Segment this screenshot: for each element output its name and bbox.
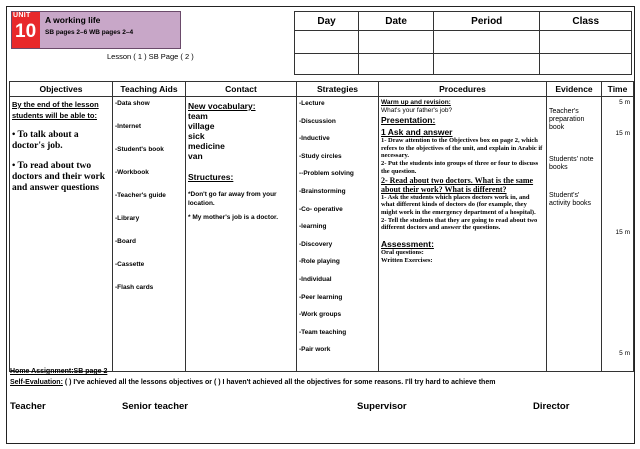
- time-value: 5 m: [619, 350, 630, 357]
- vocab-word: village: [188, 121, 215, 131]
- strategy-item: -Discussion: [299, 117, 336, 125]
- unit-number: 10: [15, 21, 37, 42]
- unit-title: A working life: [45, 15, 101, 25]
- signature-senior-teacher: Senior teacher: [122, 401, 188, 412]
- strategy-item: -Work groups: [299, 311, 342, 319]
- time-value: 15 m: [615, 229, 630, 236]
- teaching-aid-item: -Data show: [115, 100, 150, 107]
- strategy-item: -Peer learning: [299, 293, 343, 301]
- schedule-cell[interactable]: [540, 53, 632, 74]
- schedule-cell[interactable]: [359, 31, 434, 53]
- evidence-item: Students' note books: [549, 156, 594, 171]
- lesson-plan-table: [9, 81, 634, 372]
- strategy-item: -Pair work: [299, 346, 331, 354]
- objective-item: • To talk about a doctor's job.: [12, 130, 79, 151]
- col-procedures: Procedures: [379, 82, 547, 97]
- col-evidence: Evidence: [547, 82, 602, 97]
- procedures-cell: [379, 97, 547, 372]
- col-teaching-aids: Teaching Aids: [113, 82, 186, 97]
- schedule-cell[interactable]: [295, 31, 359, 53]
- teaching-aid-item: -Workbook: [115, 169, 149, 176]
- evidence-item: Teacher's preparation book: [549, 108, 585, 131]
- assessment-heading: Assessment:: [381, 239, 434, 250]
- schedule-header-period: Period: [434, 12, 540, 31]
- vocab-word: medicine: [188, 141, 225, 151]
- strategy-item: -Lecture: [299, 100, 325, 107]
- unit-badge: [12, 12, 40, 48]
- teaching-aid-item: -Student's book: [115, 146, 164, 153]
- teaching-aid-item: -Library: [115, 215, 140, 222]
- evidence-item: Student's' activity books: [549, 192, 592, 207]
- warmup-heading: Warm up and revision:: [381, 99, 451, 106]
- step1-instruction: 2- Put the students into groups of three or four to discuss the question.: [381, 160, 539, 175]
- col-strategies: Strategies: [297, 82, 379, 97]
- strategy-item: -Discovery: [299, 240, 333, 248]
- vocab-word: sick: [188, 131, 205, 141]
- col-objectives: Objectives: [10, 82, 113, 97]
- contact-cell: [186, 97, 297, 372]
- teaching-aid-item: -Internet: [115, 123, 141, 130]
- schedule-cell[interactable]: [434, 53, 540, 74]
- vocab-word: van: [188, 151, 203, 161]
- schedule-cell[interactable]: [540, 31, 632, 53]
- teaching-aid-item: -Cassette: [115, 261, 145, 268]
- strategy-item: -Brainstorming: [299, 187, 346, 195]
- col-contact: Contact: [186, 82, 297, 97]
- unit-pages: SB pages 2–6 WB pages 2–4: [45, 29, 134, 36]
- evidence-cell: [547, 97, 602, 372]
- teaching-aid-item: -Flash cards: [115, 284, 154, 291]
- objectives-intro: By the end of the lesson students will be able to:: [12, 100, 99, 120]
- self-evaluation: [10, 379, 495, 386]
- step1-heading: 1 Ask and answer: [381, 127, 453, 137]
- time-value: 15 m: [615, 130, 630, 137]
- schedule-header-day: Day: [295, 12, 359, 31]
- objectives-cell: [10, 97, 113, 372]
- step2-instruction: 1- Ask the students which places doctors work in, and what different kinds of doctors do (for example, they might work in the emergency department of a hospital).: [381, 193, 536, 216]
- strategy-item: -Individual: [299, 275, 332, 283]
- presentation-heading: Presentation:: [381, 115, 436, 125]
- col-time: Time: [602, 82, 634, 97]
- schedule-table: [294, 11, 632, 75]
- signature-director: Director: [533, 401, 570, 412]
- assessment-written: Written Exercises:: [381, 256, 433, 264]
- strategy-item: -Inductive: [299, 135, 330, 143]
- unit-word: UNIT: [13, 12, 31, 19]
- teaching-aids-cell: [113, 97, 186, 372]
- step2-instruction: 2- Tell the students that they are going to read about two different doctors and answer the questions.: [381, 216, 538, 232]
- structure-note: *Don't go far away from your location.: [188, 191, 277, 207]
- structures-heading: Structures:: [188, 172, 234, 182]
- assessment-oral: Oral questions:: [381, 249, 424, 257]
- strategy-item: -Co- operative: [299, 205, 343, 213]
- step2-heading: 2- Read about two doctors. What is the same about their work? What is different?: [381, 175, 534, 194]
- strategy-item: --Problem solving: [299, 170, 354, 178]
- signature-teacher: Teacher: [10, 401, 46, 412]
- objective-item: • To read about two doctors and their work and answer questions: [12, 161, 105, 193]
- time-cell: [602, 97, 634, 372]
- signature-supervisor: Supervisor: [357, 401, 407, 412]
- schedule-cell[interactable]: [359, 53, 434, 74]
- self-evaluation-text: ( ) I've achieved all the lessons objectives or ( ) I haven't achieved all the objectives for some reasons. I'll try hard to achieve them: [62, 379, 496, 386]
- structure-note: * My mother's job is a doctor.: [188, 214, 279, 221]
- warmup-question: What's your father's job?: [381, 107, 453, 114]
- schedule-cell[interactable]: [295, 53, 359, 74]
- vocab-heading: New vocabulary:: [188, 101, 256, 111]
- home-assignment: Home Assignment:SB page 2: [10, 368, 108, 375]
- schedule-header-class: Class: [540, 12, 632, 31]
- teaching-aid-item: -Board: [115, 238, 136, 245]
- step1-instruction: 1- Draw attention to the Objectives box on page 2, which refers to the objectives of the unit, and explain in Arabic if necessary.: [381, 137, 543, 160]
- strategy-item: -Team teaching: [299, 328, 347, 336]
- lesson-line: Lesson ( 1 ) SB Page ( 2 ): [107, 52, 194, 61]
- unit-header: [11, 11, 181, 49]
- strategy-item: -learning: [299, 223, 327, 231]
- teaching-aid-item: -Teacher's guide: [115, 192, 166, 199]
- strategy-item: -Study circles: [299, 152, 342, 160]
- vocab-word: team: [188, 111, 208, 121]
- strategy-item: -Role playing: [299, 258, 340, 266]
- self-evaluation-label: Self-Evaluation:: [10, 379, 63, 386]
- strategies-cell: [297, 97, 379, 372]
- schedule-header-date: Date: [359, 12, 434, 31]
- time-value: 5 m: [619, 99, 630, 106]
- schedule-cell[interactable]: [434, 31, 540, 53]
